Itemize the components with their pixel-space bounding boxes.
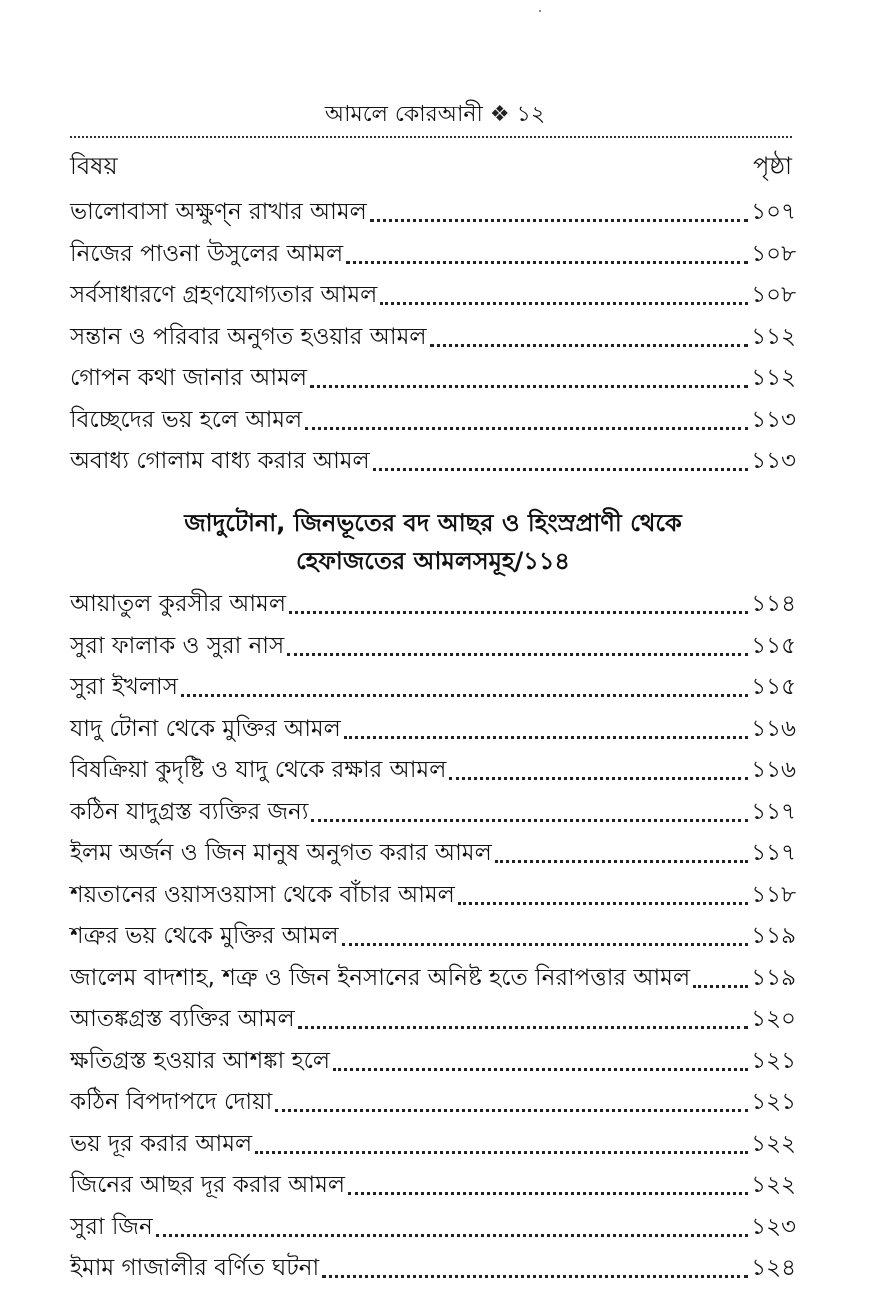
toc-entry-title: নিজের পাওনা উসুলের আমল [70, 240, 344, 267]
toc-entry [70, 792, 796, 834]
toc-entry-title: ইমাম গাজালীর বর্ণিত ঘটনা [70, 1255, 320, 1281]
toc-entry-page: ১২০ [751, 1006, 796, 1032]
toc-entry-page: ১২৪ [751, 1255, 796, 1281]
toc-entry-title: বিষক্রিয়া কুদৃষ্টি ও যাদু থেকে রক্ষার আমল [70, 757, 447, 783]
toc-entry-page: ১২৩ [751, 1213, 796, 1240]
toc-entry [70, 441, 796, 483]
toc-entry [70, 750, 796, 792]
dot-leader [370, 219, 748, 222]
toc-entry [70, 192, 796, 234]
toc-entry-title: জালেম বাদশাহ, শত্রু ও জিন ইনসানের অনিষ্ট হতে নিরাপত্তার আমল [70, 964, 691, 991]
dotted-rule [70, 136, 792, 138]
toc-entry-title: আয়াতুল কুরসীর আমল [70, 591, 286, 617]
dot-leader [344, 736, 748, 739]
running-header [0, 100, 870, 130]
toc-entry [70, 1248, 796, 1290]
section-heading [70, 504, 796, 580]
toc-entry [70, 400, 796, 442]
toc-entry-page: ১১৬ [751, 757, 796, 783]
toc-entry-page: ১২১ [751, 1047, 796, 1074]
toc-entry [70, 584, 796, 626]
dot-leader [322, 1275, 748, 1278]
toc-entry-title: অবাধ্য গোলাম বাধ্য করার আমল [70, 448, 370, 474]
toc-entry-title: বিচ্ছেদের ভয় হলে আমল [70, 406, 303, 433]
toc-list-after [70, 584, 796, 1290]
toc-list-before [70, 192, 796, 483]
dot-leader [333, 1068, 748, 1071]
toc-entry [70, 317, 796, 359]
dot-leader [693, 985, 748, 988]
toc-entry [70, 1082, 796, 1124]
toc-entry-page: ১১৯ [751, 964, 796, 991]
book-title: আমলে কোরআনী [324, 102, 483, 127]
dot-leader [380, 302, 748, 305]
toc-entry-title: ক্ষতিগ্রস্ত হওয়ার আশঙ্কা হলে [70, 1047, 331, 1074]
toc-entry [70, 958, 796, 1000]
dot-leader [458, 902, 748, 905]
toc-entry-page: ১০৮ [751, 282, 796, 308]
toc-entry-title: সন্তান ও পরিবার অনুগত হওয়ার আমল [70, 323, 427, 350]
dot-leader [305, 427, 748, 430]
ornament-separator: ❖ [489, 102, 510, 127]
toc-entry-page: ১১৮ [751, 881, 796, 908]
toc-entry-page: ১১৩ [751, 448, 796, 474]
toc-entry-page: ১১৫ [751, 674, 796, 700]
toc-entry [70, 1207, 796, 1249]
toc-entry [70, 875, 796, 917]
toc-entry [70, 1124, 796, 1166]
toc-entry [70, 916, 796, 958]
toc-entry-page: ১১২ [751, 323, 796, 350]
toc-entry-page: ১০৭ [751, 199, 796, 225]
toc-entry-title: ভালোবাসা অক্ষুণ্ন রাখার আমল [70, 199, 367, 225]
toc-entry-page: ১১৯ [751, 923, 796, 949]
toc-entry-title: কঠিন যাদুগ্রস্ত ব্যক্তির জন্য [70, 798, 309, 825]
toc-entry [70, 709, 796, 751]
toc-entry-title: আতঙ্কগ্রস্ত ব্যক্তির আমল [70, 1006, 295, 1032]
page-heading: পৃষ্ঠা [753, 152, 792, 180]
toc-entry [70, 234, 796, 276]
toc-entry [70, 1041, 796, 1083]
subject-heading: বিষয় [70, 152, 118, 180]
toc-entry [70, 667, 796, 709]
dot-leader [156, 1234, 748, 1237]
toc-entry-page: ১১২ [751, 365, 796, 391]
toc-entry-page: ১২২ [751, 1130, 796, 1157]
toc-entry-title: সুরা ইখলাস [70, 674, 178, 700]
toc-entry-title: সুরা জিন [70, 1213, 153, 1240]
dot-leader [348, 1192, 748, 1195]
toc-entry [70, 358, 796, 400]
dot-leader [298, 1026, 749, 1029]
dot-leader [181, 694, 748, 697]
toc-entry-title: সুরা ফালাক ও সুরা নাস [70, 632, 285, 659]
toc-entry-title: শত্রুর ভয় থেকে মুক্তির আমল [70, 923, 339, 949]
toc-entry-title: কঠিন বিপদাপদে দোয়া [70, 1089, 273, 1115]
dot-leader [430, 344, 749, 347]
dot-leader [289, 611, 748, 614]
dot-leader [342, 943, 749, 946]
section-heading-line-2: হেফাজতের আমলসমূহ/১১৪ [295, 547, 570, 575]
dot-leader [373, 468, 749, 471]
dot-leader [310, 385, 748, 388]
section-heading-line-1: জাদুটোনা, জিনভূতের বদ আছর ও হিংস্রপ্রাণী থেকে [184, 509, 682, 537]
toc-entry-title: সর্বসাধারণে গ্রহণযোগ্যতার আমল [70, 282, 378, 308]
toc-entry-title: শয়তানের ওয়াসওয়াসা থেকে বাঁচার আমল [70, 881, 455, 908]
toc-entry-page: ১১৭ [751, 840, 796, 866]
toc-entry-page: ১২২ [751, 1172, 796, 1198]
toc-entry-page: ১১৩ [751, 406, 796, 433]
toc-entry [70, 999, 796, 1041]
dot-leader [449, 777, 748, 780]
header-page-number: ১২ [516, 102, 546, 127]
toc-entry-page: ১০৮ [751, 240, 796, 267]
toc-entry-title: ভয় দূর করার আমল [70, 1130, 253, 1157]
toc-entry-page: ১১৬ [751, 715, 796, 742]
toc-entry-title: গোপন কথা জানার আমল [70, 365, 308, 391]
toc-entry-title: যাদু টোনা থেকে মুক্তির আমল [70, 715, 341, 742]
toc-entry-page: ১১৫ [751, 632, 796, 659]
toc-entry-page: ১১৭ [751, 798, 796, 825]
dot-leader [346, 261, 748, 264]
print-speck [539, 10, 541, 12]
toc-entry [70, 1165, 796, 1207]
column-headings [70, 148, 792, 184]
dot-leader [275, 1109, 748, 1112]
toc-entry-page: ১২১ [751, 1089, 796, 1115]
dot-leader [495, 860, 748, 863]
dot-leader [287, 653, 748, 656]
dot-leader [311, 819, 748, 822]
toc-entry [70, 833, 796, 875]
toc-entry-title: ইলম অর্জন ও জিন মানুষ অনুগত করার আমল [70, 840, 492, 866]
toc-entry [70, 275, 796, 317]
toc-entry [70, 626, 796, 668]
toc-entry-title: জিনের আছর দূর করার আমল [70, 1172, 345, 1198]
toc-entry-page: ১১৪ [751, 591, 796, 617]
dot-leader [255, 1151, 748, 1154]
